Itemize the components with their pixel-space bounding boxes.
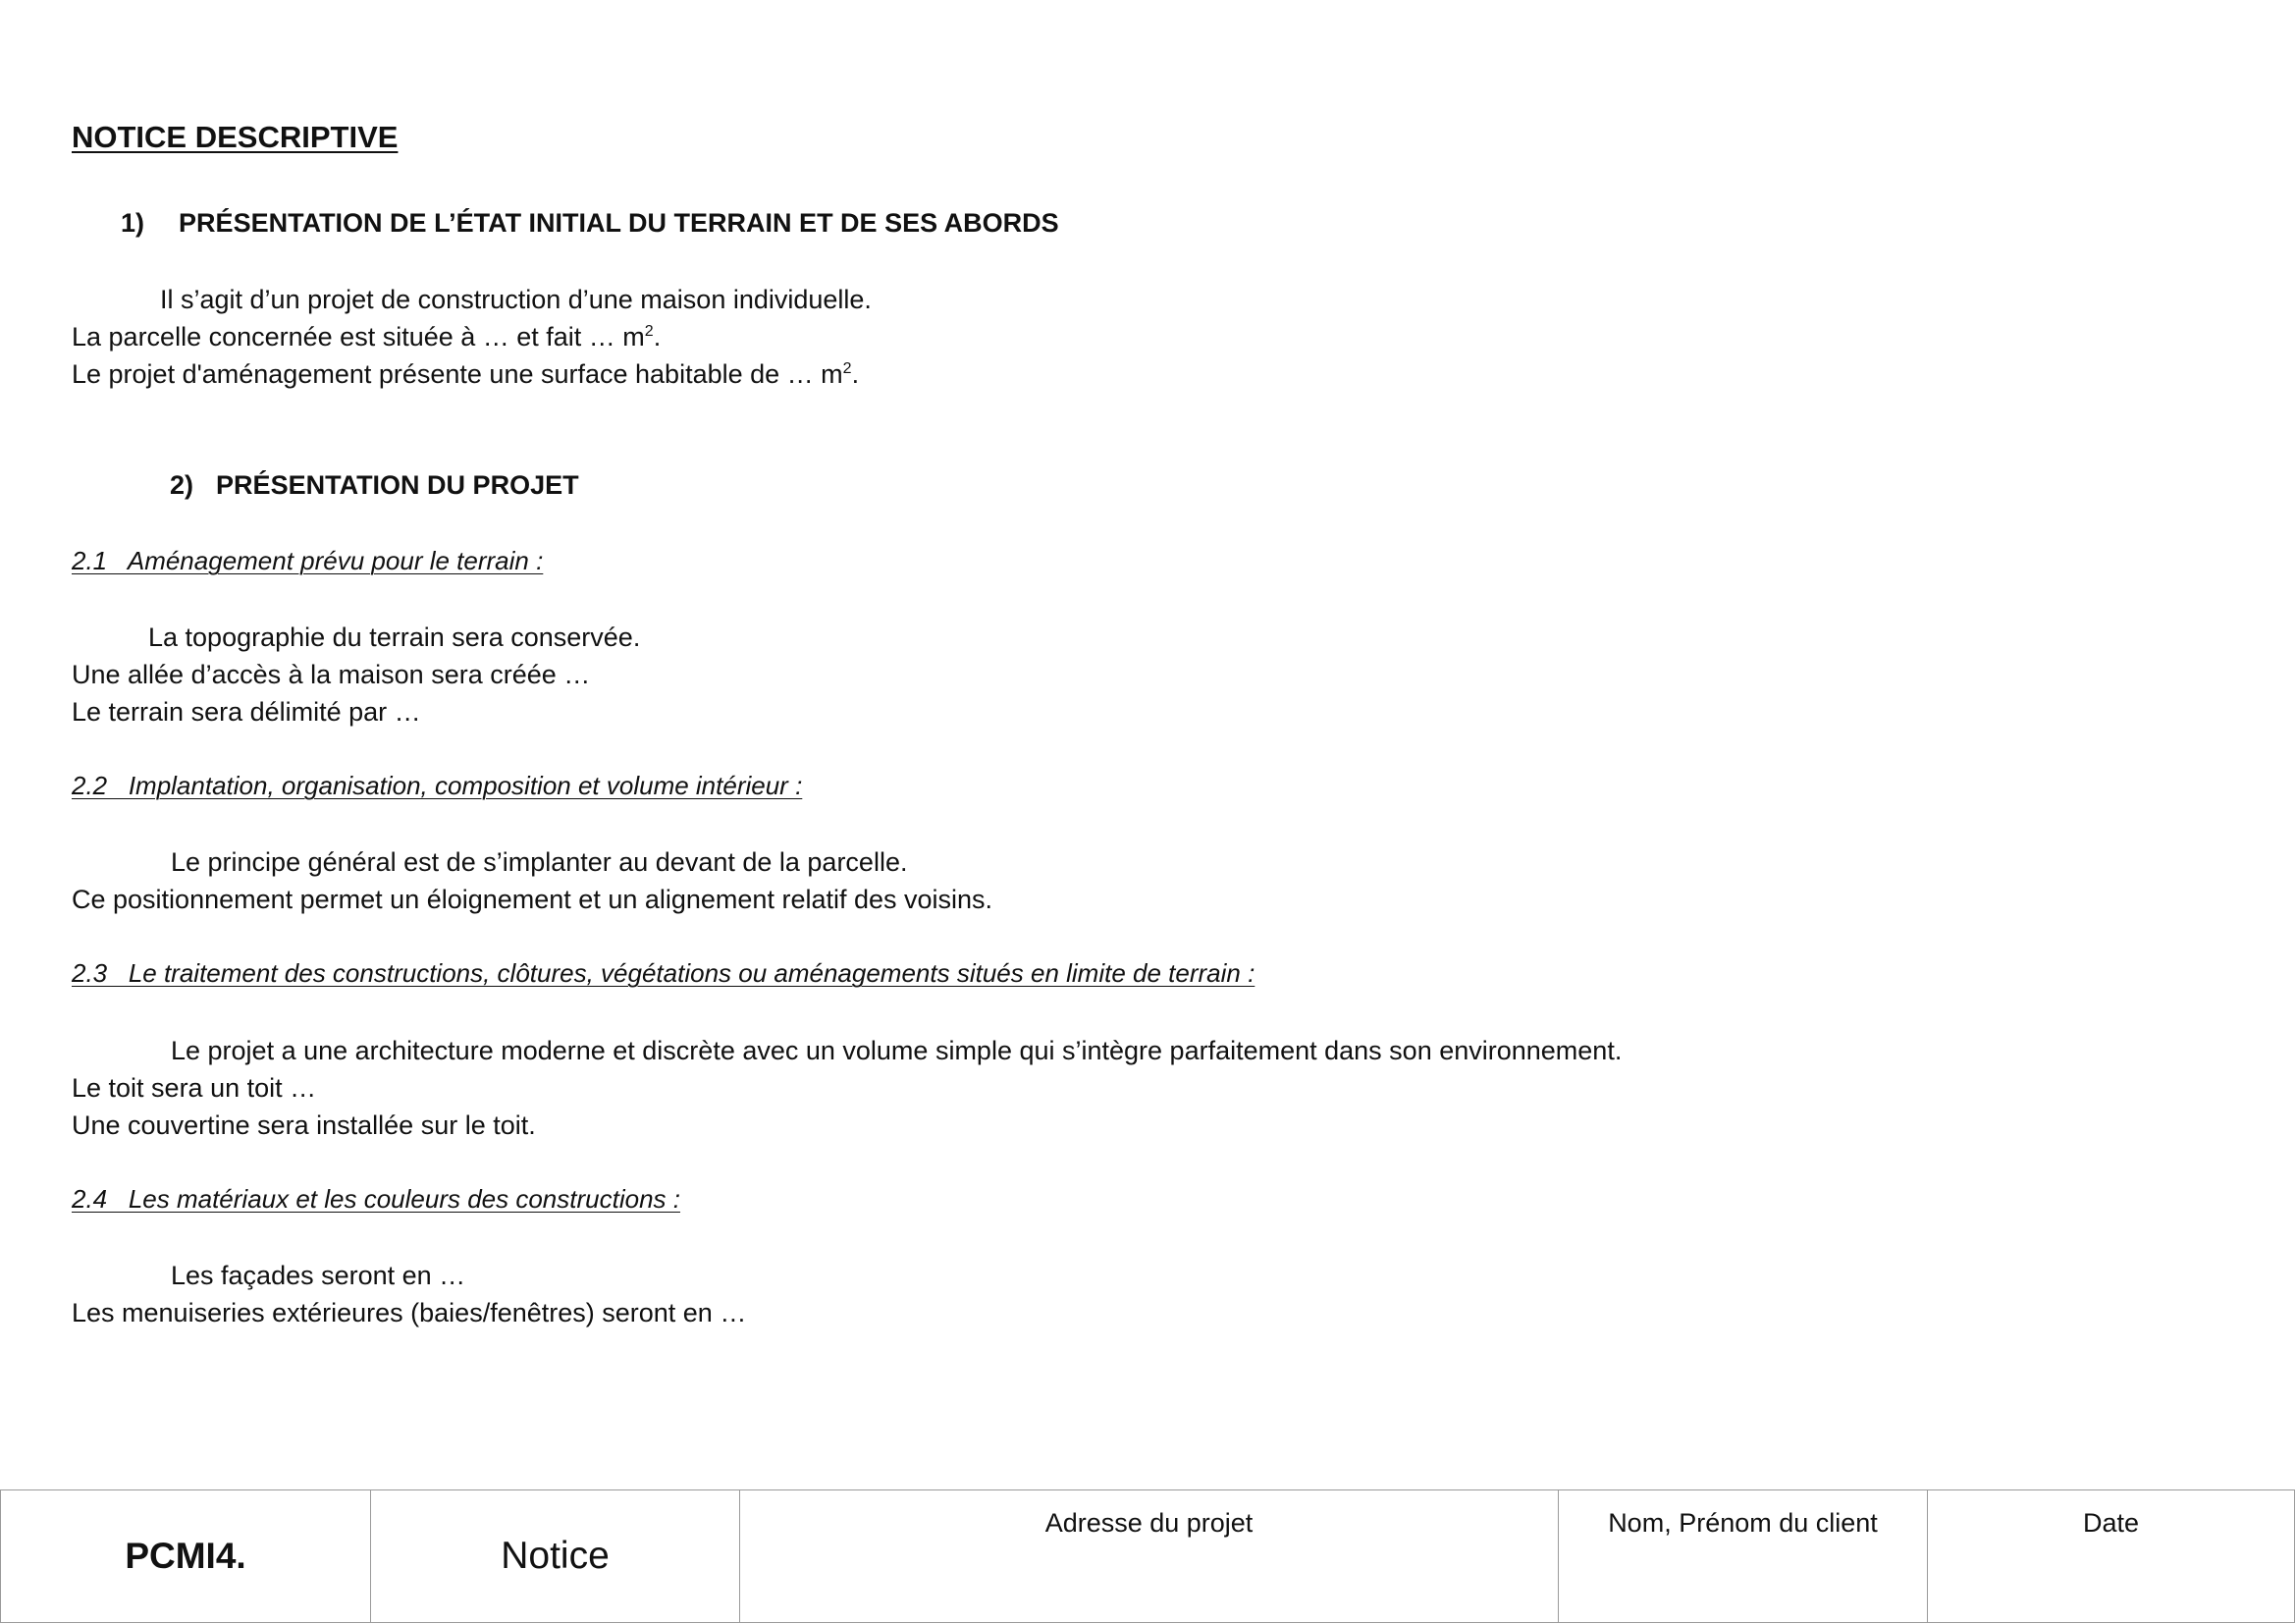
- subsection-2-1-line-2: Une allée d’accès à la maison sera créée …: [72, 660, 591, 689]
- document-type: Notice: [501, 1535, 610, 1577]
- subsection-2-4-line-1: Les façades seront en …: [171, 1261, 466, 1290]
- subsection-2-3-heading: 2.3 Le traitement des constructions, clôtures, végétations ou aménagements situés en limite de terrain :: [72, 958, 1255, 988]
- address-label: Adresse du projet: [1044, 1508, 1254, 1538]
- section-2-title: PRÉSENTATION DU PROJET: [216, 470, 579, 500]
- section-1-line-3-end: .: [851, 359, 860, 389]
- document-code: PCMI4.: [125, 1536, 246, 1576]
- date-label: Date: [2082, 1508, 2140, 1538]
- subsection-2-3-line-1: Le projet a une architecture moderne et discrète avec un volume simple qui s’intègre parfaitement dans son environnement.: [171, 1036, 1623, 1065]
- subsection-2-2-line-1: Le principe général est de s’implanter au devant de la parcelle.: [171, 847, 908, 877]
- section-1-line-2: [72, 318, 661, 355]
- subsection-2-2-line-2: Ce positionnement permet un éloignement et un alignement relatif des voisins.: [72, 885, 993, 914]
- client-label: Nom, Prénom du client: [1608, 1508, 1878, 1538]
- section-1-line-3-text: Le projet d'aménagement présente une surface habitable de … m: [72, 359, 843, 389]
- section-1-heading: [121, 208, 1059, 239]
- title-block-address-cell: [740, 1490, 1559, 1622]
- title-block-type-cell: [371, 1490, 740, 1622]
- subsection-2-4-line-2: Les menuiseries extérieures (baies/fenêtres) seront en …: [72, 1298, 747, 1327]
- title-block: [0, 1489, 2295, 1623]
- subsection-2-1-line-3: Le terrain sera délimité par …: [72, 697, 421, 727]
- subsection-2-4-heading: 2.4 Les matériaux et les couleurs des constructions :: [72, 1184, 680, 1214]
- title-block-date-cell: [1928, 1490, 2294, 1622]
- subsection-2-3-line-2: Le toit sera un toit …: [72, 1073, 317, 1103]
- title-block-code-cell: [1, 1490, 371, 1622]
- section-1-line-2-text: La parcelle concernée est située à … et fait … m: [72, 322, 645, 352]
- section-1-line-3: [72, 355, 859, 393]
- title-block-client-cell: [1559, 1490, 1928, 1622]
- subsection-2-2-heading: 2.2 Implantation, organisation, composition et volume intérieur :: [72, 771, 803, 800]
- section-1-line-2-end: .: [653, 322, 662, 352]
- section-1-number: 1): [121, 208, 145, 238]
- section-2-heading: [170, 470, 579, 501]
- section-2-number: 2): [170, 470, 194, 500]
- section-1-title: PRÉSENTATION DE L’ÉTAT INITIAL DU TERRAIN ET DE SES ABORDS: [179, 208, 1059, 238]
- superscript: 2: [644, 323, 654, 340]
- subsection-2-1-heading: 2.1 Aménagement prévu pour le terrain :: [72, 546, 544, 575]
- document-title: NOTICE DESCRIPTIVE: [72, 120, 399, 154]
- subsection-2-3-line-3: Une couvertine sera installée sur le toit.: [72, 1110, 536, 1140]
- subsection-2-1-line-1: La topographie du terrain sera conservée.: [148, 623, 641, 652]
- superscript: 2: [842, 360, 852, 377]
- section-1-line-1: Il s’agit d’un projet de construction d’une maison individuelle.: [160, 285, 872, 314]
